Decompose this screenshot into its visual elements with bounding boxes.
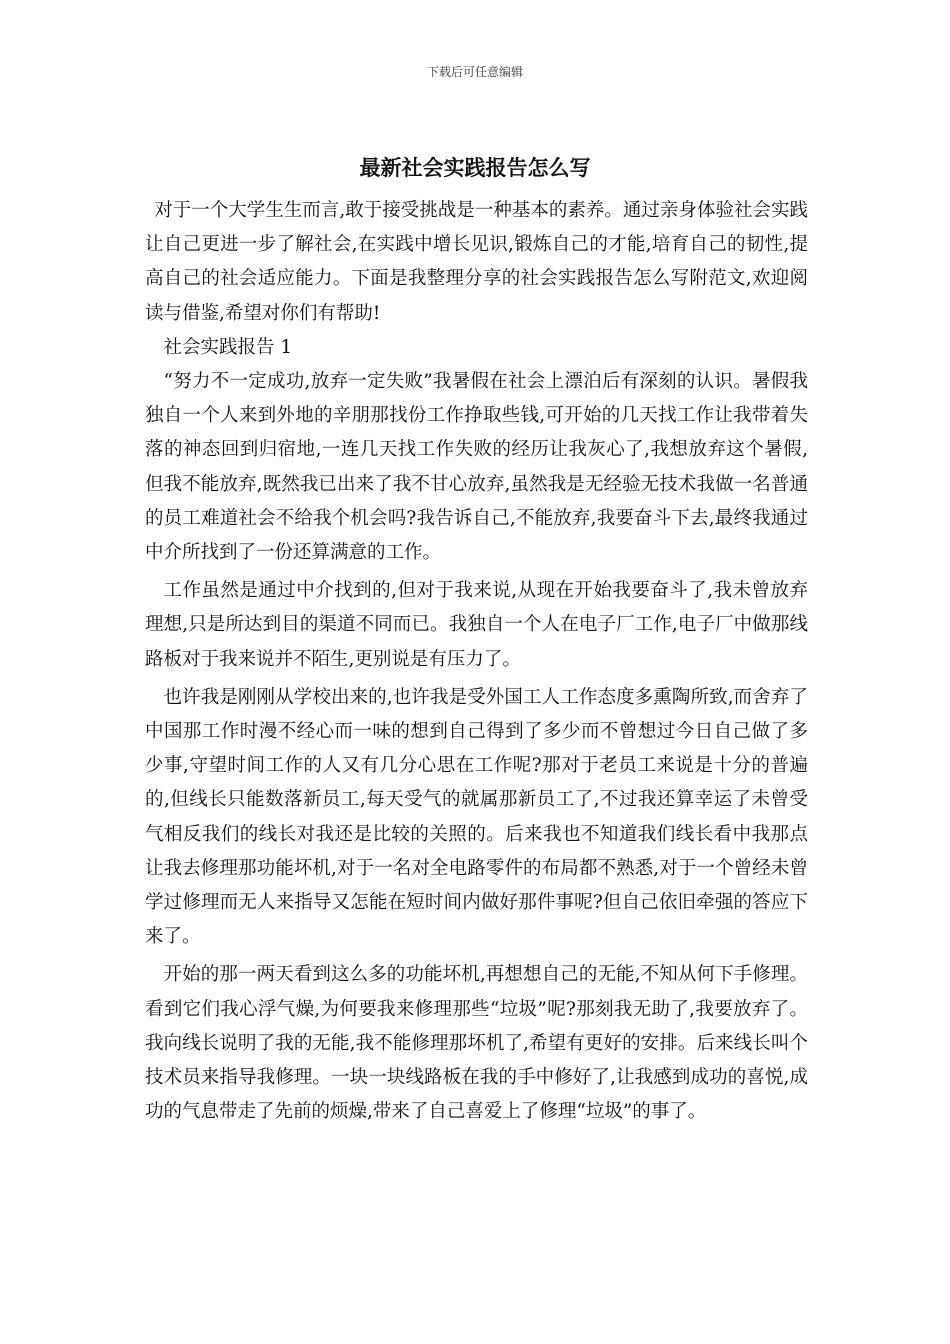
document-body [145, 194, 808, 1129]
body-paragraph-4: 开始的那一两天看到这么多的功能坏机,再想想自己的无能,不知从何下手修理。看到它们我心浮气燥,为何要我来修理那些“垃圾”呢?那刻我无助了,我要放弃了。我向线长说明了我的无能,我不能修理那坏机了,希望有更好的安排。后来线长叫个技术员来指导我修理。一块一块线路板在我的手中修好了,让我感到成功的喜悦,成功的气息带走了先前的烦燥,带来了自己喜爱上了修理“垃圾”的事了。 [145, 964, 808, 1123]
document-title: 最新社会实践报告怎么写 [359, 155, 591, 180]
body-paragraph-2: 工作虽然是通过中介找到的,但对于我来说,从现在开始我要奋斗了,我未曾放弃理想,只是所达到目的渠道不同而已。我独自一个人在电子厂工作,电子厂中做那线路板对于我来说并不陌生,更别说是有压力了。 [145, 580, 808, 670]
body-paragraph-1: “努力不一定成功,放弃一定失败”我暑假在社会上漂泊后有深刻的认识。暑假我独自一个人来到外地的辛朋那找份工作挣取些钱,可开始的几天找工作让我带着失落的神态回到归宿地,一连几天找工作失败的经历让我灰心了,我想放弃这个暑假,但我不能放弃,既然我已出来了我不甘心放弃,虽然我是无经验无技术我做一名普通的员工难道社会不给我个机会吗?我告诉自己,不能放弃,我要奋斗下去,最终我通过中介所找到了一份还算满意的工作。 [145, 371, 808, 564]
intro-paragraph: 对于一个大学生生而言,敢于接受挑战是一种基本的素养。通过亲身体验社会实践让自己更进一步了解社会,在实践中增长见识,锻炼自己的才能,培育自己的韧性,提高自己的社会适应能力。下面是我整理分享的社会实践报告怎么写附范文,欢迎阅读与借鉴,希望对你们有帮助! [145, 200, 808, 324]
body-paragraph-3: 也许我是刚刚从学校出来的,也许我是受外国工人工作态度多熏陶所致,而舍弃了中国那工作时漫不经心而一味的想到自己得到了多少而不曾想过今日自己做了多少事,守望时间工作的人又有几分心思在工作呢?那对于老员工来说是十分的普遍的,但线长只能数落新员工,每天受气的就属那新员工了,不过我还算幸运了未曾受气相反我们的线长对我还是比较的关照的。后来我也不知道我们线长看中我那点让我去修理那功能坏机,对于一名对全电路零件的布局都不熟悉,对于一个曾经未曾学过修理而无人来指导又怎能在短时间内做好那件事呢?但自己依旧牵强的答应下来了。 [145, 686, 808, 948]
section-heading: 社会实践报告 1 [163, 336, 293, 358]
page-header-note: 下载后可任意编辑 [426, 65, 523, 79]
